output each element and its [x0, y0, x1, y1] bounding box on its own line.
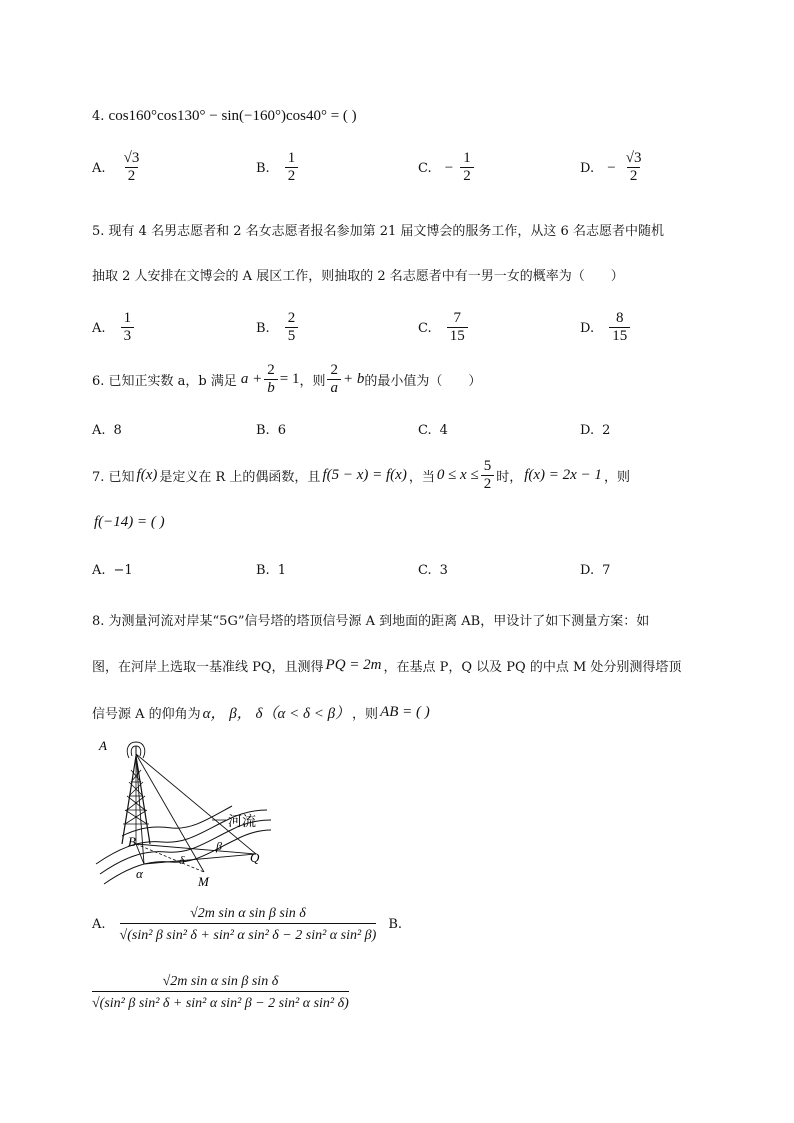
q8-option-a: A. $\frac{\text{√2m sin α sin β sin δ}}{\text{√(sin² β sin² δ + sin² α sin² δ − 2 sin² α sin² β)}}$ B.	[92, 906, 402, 943]
label-beta: β	[216, 839, 222, 853]
q7-option-b: B. 1	[256, 563, 286, 578]
q8-line2: 图，在河岸上选取一基准线 PQ，且测得 PQ = 2m ，在基点 P，Q 以及 PQ 的中点 M 处分别测得塔顶	[92, 657, 682, 675]
q4-option-b: B. $\frac{1}{2}$	[256, 150, 300, 185]
q7-line1: 7. 已知 f(x) 是定义在 R 上的偶函数，且 f(5 − x) = f(x) ，当 0 ≤ x ≤ $\frac{5}{2}$ 时， f(x) = 2x − 1 ，则	[92, 458, 630, 492]
label-q: Q	[250, 850, 260, 865]
q4-expression: cos160°cos130° − sin(−160°)cos40° = ( )	[108, 108, 357, 124]
q5-line2: 抽取 2 人安排在文博会的 A 展区工作，则抽取的 2 名志愿者中有一男一女的概率为（ ）	[92, 269, 624, 284]
q6-option-b: B. 6	[256, 423, 286, 438]
q5-option-b: B. $\frac{2}{5}$	[256, 310, 300, 345]
label-m: M	[198, 874, 209, 888]
label-alpha: α	[136, 866, 143, 881]
q5-line1: 5. 现有 4 名男志愿者和 2 名女志愿者报名参加第 21 届文博会的服务工作，从这 6 名志愿者中随机	[92, 224, 664, 239]
q7-option-a: A. −1	[92, 563, 133, 578]
label-delta: δ	[179, 853, 185, 867]
q4-option-a: A. $\frac{√3}{2}$	[92, 150, 140, 184]
q5-option-d: D. $\frac{8}{15}$	[580, 310, 632, 345]
q7-option-d: D. 7	[580, 563, 611, 578]
q6-option-a: A. 8	[92, 423, 122, 438]
label-b: B	[128, 834, 136, 849]
tower-river-figure	[92, 740, 272, 888]
q5-option-c: C. $\frac{7}{15}$	[418, 310, 470, 345]
q8-option-b: $\frac{\text{√2m sin α sin β sin δ}}{\text{√(sin² β sin² δ + sin² α sin² β − 2 sin² α sin² δ)}}$	[92, 974, 349, 1011]
q4-number: 4.	[92, 109, 105, 124]
q7-option-c: C. 3	[418, 563, 448, 578]
label-a: A	[99, 740, 107, 753]
q4-stem	[92, 108, 357, 125]
q4-option-c: C. − $\frac{1}{2}$	[418, 150, 476, 185]
q4-option-d: D. − $\frac{√3}{2}$	[580, 150, 642, 184]
river-label: 河流	[228, 815, 256, 830]
q6-option-c: C. 4	[418, 423, 448, 438]
q7-line2: f(−14) = ( )	[94, 514, 165, 530]
q6-stem: 6. 已知正实数 a，b 满足 a + $\frac{2}{b}$ = 1 ，则 $\frac{2}{a}$ + b 的最小值为（ ）	[92, 362, 482, 396]
q5-option-a: A. $\frac{1}{3}$	[92, 310, 136, 345]
q8-line3: 信号源 A 的仰角为 α， β， δ（α < δ < β） ，则 AB = ( )	[92, 704, 430, 722]
q6-option-d: D. 2	[580, 423, 611, 438]
q8-line1: 8. 为测量河流对岸某“5G”信号塔的塔顶信号源 A 到地面的距离 AB，甲设计了如下测量方案：如	[92, 614, 650, 629]
